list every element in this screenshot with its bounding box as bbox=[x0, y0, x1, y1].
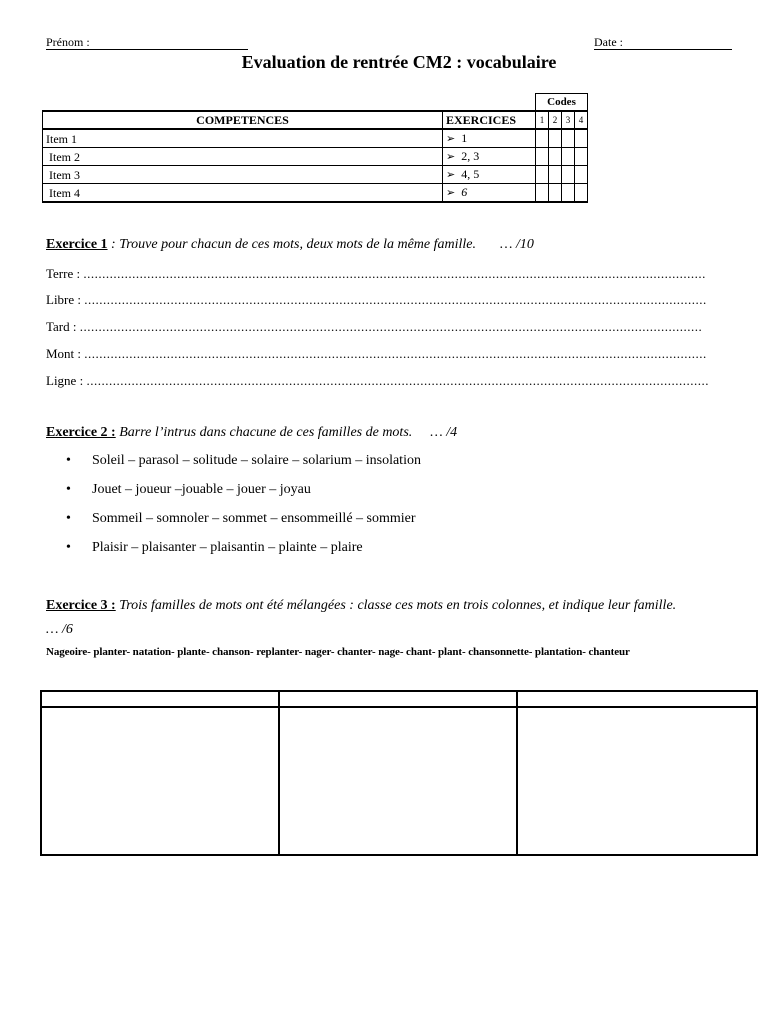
code-number: 2 bbox=[549, 111, 562, 129]
word-family: Plaisir – plaisanter – plaisantin – plainte – plaire bbox=[92, 540, 363, 555]
dotted-line: ...................................................................................................................................................................... bbox=[79, 319, 703, 334]
competences-header: COMPETENCES bbox=[43, 111, 443, 129]
code-cell[interactable] bbox=[575, 166, 588, 184]
answer-line-terre[interactable] bbox=[46, 266, 742, 282]
arrow-icon: ➢ bbox=[446, 169, 456, 181]
code-cell[interactable] bbox=[575, 184, 588, 203]
codes-header: Codes bbox=[536, 94, 588, 112]
code-cell[interactable] bbox=[536, 148, 549, 166]
word-label: Libre : bbox=[46, 292, 82, 307]
exercices-header: EXERCICES bbox=[443, 111, 536, 129]
family-header-cell[interactable] bbox=[41, 691, 279, 707]
list-item[interactable] bbox=[66, 481, 421, 510]
dotted-line: ...................................................................................................................................................................... bbox=[83, 266, 706, 281]
word-label: Mont : bbox=[46, 346, 82, 361]
prenom-label: Prénom : bbox=[46, 35, 90, 49]
date-field bbox=[594, 35, 732, 50]
dotted-line: ...................................................................................................................................................................... bbox=[84, 346, 707, 361]
family-header-cell[interactable] bbox=[279, 691, 517, 707]
exercice3-heading bbox=[46, 594, 751, 642]
arrow-icon: ➢ bbox=[446, 133, 456, 145]
exercice2-instruction: Barre l’intrus dans chacune de ces familles de mots. bbox=[115, 425, 413, 440]
competences-table bbox=[42, 93, 588, 203]
exercice2-label: Exercice 2 : bbox=[46, 425, 116, 440]
code-cell[interactable] bbox=[562, 148, 575, 166]
family-column-cell[interactable] bbox=[279, 707, 517, 855]
bullet-icon: • bbox=[66, 482, 71, 497]
code-cell[interactable] bbox=[575, 129, 588, 148]
code-number: 4 bbox=[575, 111, 588, 129]
exercice-ref: 1 bbox=[461, 131, 468, 145]
answer-line-tard[interactable] bbox=[46, 319, 742, 335]
item-label: Item 4 bbox=[43, 184, 443, 203]
word-label: Tard : bbox=[46, 319, 77, 334]
list-item[interactable] bbox=[66, 452, 421, 481]
list-item[interactable] bbox=[66, 510, 421, 539]
exercice3-score: … /6 bbox=[46, 622, 73, 637]
dotted-line: ...................................................................................................................................................................... bbox=[84, 292, 707, 307]
bullet-icon: • bbox=[66, 453, 71, 468]
table-row bbox=[43, 148, 588, 166]
exercice1-heading bbox=[46, 237, 534, 253]
exercice3-label: Exercice 3 : bbox=[46, 598, 116, 613]
exercice1-score: … /10 bbox=[500, 237, 534, 252]
table-row bbox=[43, 184, 588, 203]
word-family: Jouet – joueur –jouable – jouer – joyau bbox=[92, 482, 311, 497]
code-cell[interactable] bbox=[575, 148, 588, 166]
word-family: Soleil – parasol – solitude – solaire – solarium – insolation bbox=[92, 453, 421, 468]
item-label: Item 2 bbox=[43, 148, 443, 166]
family-header-cell[interactable] bbox=[517, 691, 757, 707]
code-cell[interactable] bbox=[562, 184, 575, 203]
answer-line-libre[interactable] bbox=[46, 292, 742, 308]
code-cell[interactable] bbox=[549, 148, 562, 166]
word-label: Terre : bbox=[46, 266, 81, 281]
classification-table bbox=[40, 690, 758, 856]
exercice2-heading bbox=[46, 425, 457, 441]
table-row bbox=[43, 129, 588, 148]
answer-line-ligne[interactable] bbox=[46, 373, 746, 389]
date-label: Date : bbox=[594, 35, 623, 49]
code-cell[interactable] bbox=[549, 129, 562, 148]
exercice2-score: … /4 bbox=[430, 425, 458, 440]
word-family: Sommeil – somnoler – sommet – ensommeillé – sommier bbox=[92, 511, 416, 526]
arrow-icon: ➢ bbox=[446, 151, 456, 163]
code-cell[interactable] bbox=[536, 184, 549, 203]
word-family-list bbox=[66, 452, 421, 568]
code-cell[interactable] bbox=[536, 166, 549, 184]
item-label: Item 1 bbox=[43, 129, 443, 148]
family-column-cell[interactable] bbox=[41, 707, 279, 855]
exercice-ref: 6 bbox=[461, 185, 468, 199]
list-item[interactable] bbox=[66, 539, 421, 568]
word-label: Ligne : bbox=[46, 373, 84, 388]
family-column-cell[interactable] bbox=[517, 707, 757, 855]
code-cell[interactable] bbox=[562, 166, 575, 184]
prenom-field bbox=[46, 35, 248, 50]
code-cell[interactable] bbox=[549, 184, 562, 203]
page-title: Evaluation de rentrée CM2 : vocabulaire bbox=[241, 52, 557, 72]
exercice3-instruction: Trois familles de mots ont été mélangées : classe ces mots en trois colonnes, et indique leur famille. bbox=[115, 598, 677, 613]
exercice1-label: Exercice 1 bbox=[46, 237, 108, 252]
answer-line-mont[interactable] bbox=[46, 346, 744, 362]
exercice1-instruction: : Trouve pour chacun de ces mots, deux mots de la même famille. bbox=[107, 237, 477, 252]
exercice3-word-list: Nageoire- planter- natation- plante- chanson- replanter- nager- chanter- nage- chant- plant- chansonnette- plantation- chanteur bbox=[46, 646, 630, 658]
dotted-line: ...................................................................................................................................................................... bbox=[86, 373, 709, 388]
code-cell[interactable] bbox=[562, 129, 575, 148]
code-number: 3 bbox=[562, 111, 575, 129]
code-number: 1 bbox=[536, 111, 549, 129]
bullet-icon: • bbox=[66, 511, 71, 526]
item-label: Item 3 bbox=[43, 166, 443, 184]
table-row bbox=[43, 166, 588, 184]
exercice-ref: 4, 5 bbox=[461, 167, 480, 181]
exercice-ref: 2, 3 bbox=[461, 149, 480, 163]
code-cell[interactable] bbox=[549, 166, 562, 184]
bullet-icon: • bbox=[66, 540, 71, 555]
code-cell[interactable] bbox=[536, 129, 549, 148]
arrow-icon: ➢ bbox=[446, 187, 456, 199]
